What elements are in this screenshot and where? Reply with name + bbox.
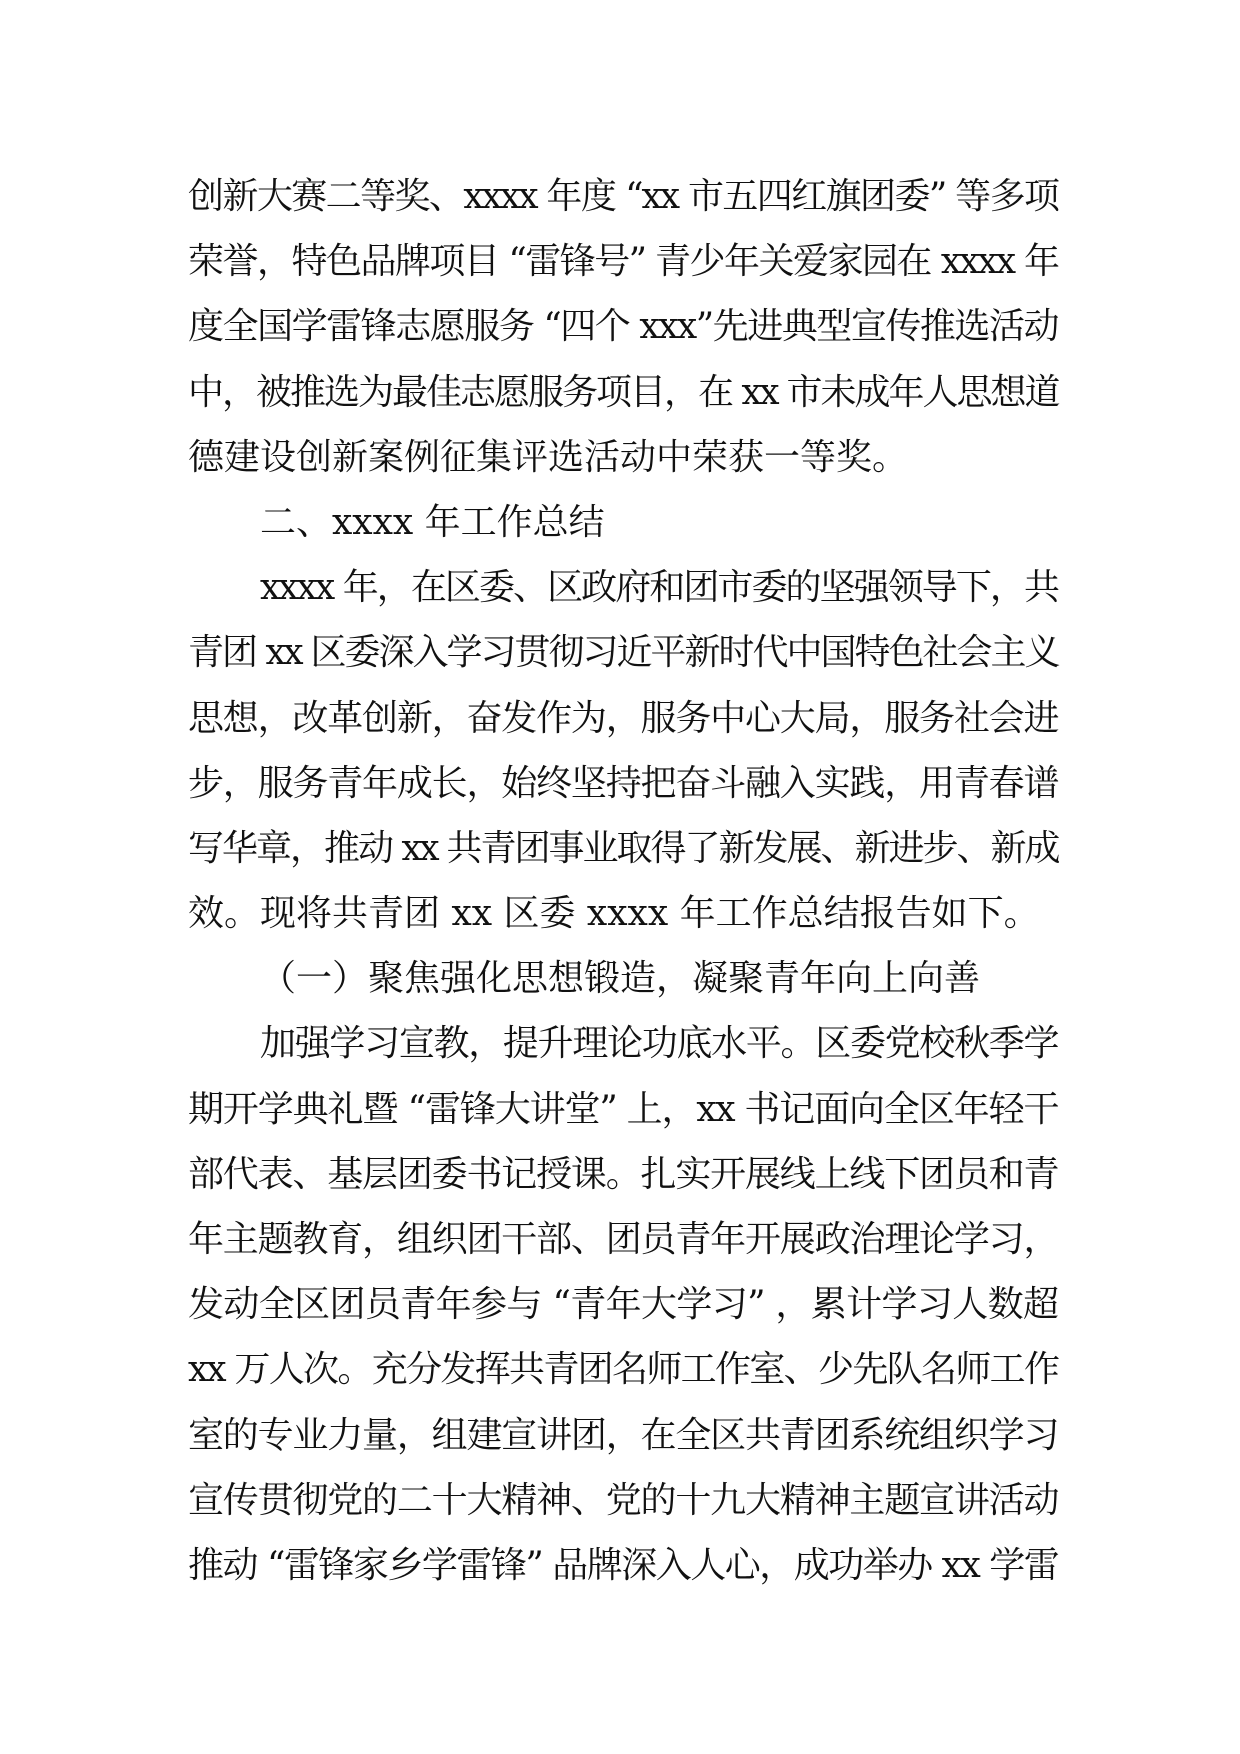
text-line: 荣誉，特色品牌项目 “雷锋号” 青少年关爱家园在 xxxx 年 — [188, 241, 1058, 283]
text-line: 写华章，推动 xx 共青团事业取得了新发展、新进步、新成 — [188, 827, 1058, 869]
text-line: 二、xxxx 年工作总结 — [260, 501, 605, 543]
text-line: 室的专业力量，组建宣讲团，在全区共青团系统组织学习 — [188, 1414, 1058, 1456]
text-line: （一）聚焦强化思想锻造，凝聚青年向上向善 — [260, 958, 981, 1000]
text-line: 部代表、基层团委书记授课。扎实开展线上线下团员和青 — [188, 1153, 1058, 1195]
text-line: 创新大赛二等奖、xxxx 年度 “xx 市五四红旗团委” 等多项 — [188, 176, 1058, 217]
text-line: 加强学习宣教，提升理论功底水平。区委党校秋季学 — [260, 1023, 1058, 1065]
text-line: 德建设创新案例征集评选活动中荣获一等奖。 — [188, 436, 909, 478]
text-line: 步，服务青年成长，始终坚持把奋斗融入实践，用青春谱 — [188, 762, 1058, 804]
document-body — [188, 164, 1058, 1598]
text-line: 思想，改革创新，奋发作为，服务中心大局，服务社会进 — [188, 697, 1058, 739]
text-line: xx 万人次。充分发挥共青团名师工作室、少先队名师工作 — [188, 1349, 1058, 1391]
text-line: 期开学典礼暨 “雷锋大讲堂” 上，xx 书记面向全区年轻干 — [188, 1088, 1058, 1130]
text-line: 发动全区团员青年参与 “青年大学习” ，累计学习人数超 — [188, 1284, 1058, 1326]
text-line: 推动 “雷锋家乡学雷锋” 品牌深入人心，成功举办 xx 学雷 — [188, 1544, 1059, 1586]
text-line: 度全国学雷锋志愿服务 “四个 xxx”先进典型宣传推选活动 — [188, 306, 1058, 348]
text-line: 年主题教育，组织团干部、团员青年开展政治理论学习， — [188, 1219, 1058, 1260]
text-line: 宣传贯彻党的二十大精神、党的十九大精神主题宣讲活动 — [188, 1479, 1058, 1521]
text-line: 效。现将共青团 xx 区委 xxxx 年工作总结报告如下。 — [188, 893, 1040, 935]
text-line: 青团 xx 区委深入学习贯彻习近平新时代中国特色社会主义 — [188, 632, 1058, 674]
text-line: 中，被推选为最佳志愿服务项目，在 xx 市未成年人思想道 — [188, 371, 1058, 413]
text-line: xxxx 年，在区委、区政府和团市委的坚强领导下，共 — [260, 567, 1058, 609]
